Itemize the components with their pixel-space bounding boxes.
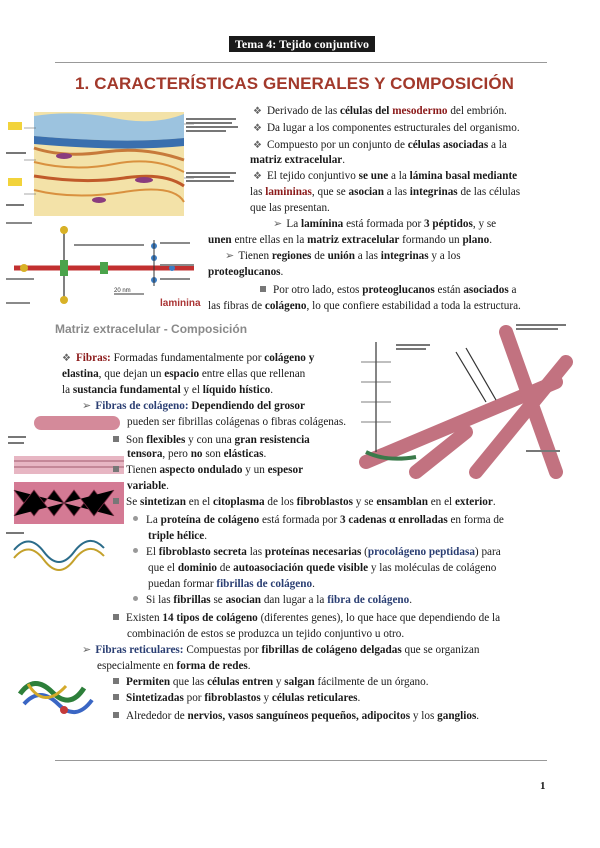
section-subheading: Matriz extracelular - Composición <box>55 322 248 336</box>
topic-tag: Tema 4: Tejido conjuntivo <box>229 36 375 52</box>
collagen-fibers-figure <box>356 322 580 482</box>
page-number: 1 <box>540 780 546 792</box>
bottom-divider <box>55 760 547 761</box>
top-divider <box>55 62 547 63</box>
laminin-label: laminina <box>160 298 201 309</box>
page-title: 1. CARACTERÍSTICAS GENERALES Y COMPOSICIÓN <box>75 74 515 93</box>
collagen-assembly-figure <box>4 412 124 572</box>
connective-tissue-figure <box>4 108 246 218</box>
scale-label: 20 nm <box>114 288 131 294</box>
intro-text: ❖ Derivado de las células del mesodermo del embrión. ❖ Da lugar a los componentes estructurales del organismo. ❖ Compuesto por un conjunto de células asociadas a la <box>253 105 520 152</box>
reticular-fibers-figure <box>14 664 98 724</box>
